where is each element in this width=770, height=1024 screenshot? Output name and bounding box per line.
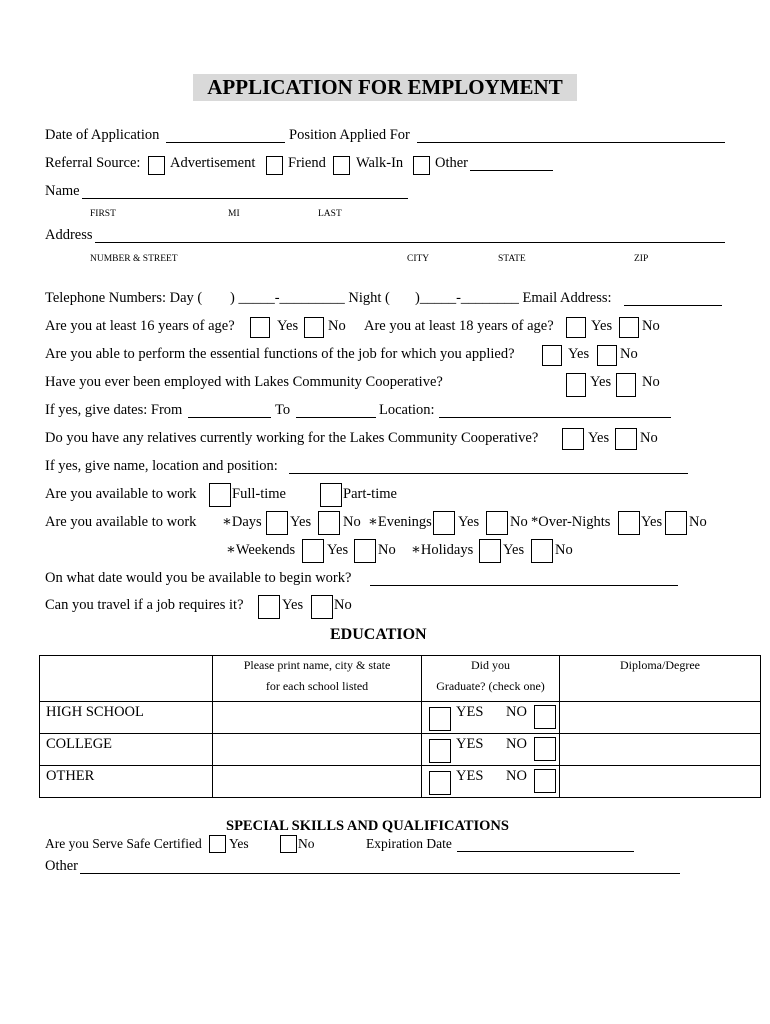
employed-yes-label: Yes (590, 374, 612, 390)
holidays-no-checkbox[interactable] (531, 539, 553, 563)
address-field[interactable] (95, 242, 725, 243)
fulltime-label: Full-time (232, 486, 286, 502)
college-diploma-cell[interactable] (560, 734, 761, 766)
employed-no-checkbox[interactable] (616, 373, 636, 397)
address-label: Address (45, 227, 93, 243)
days-yes-checkbox[interactable] (266, 511, 288, 535)
high-school-diploma-cell[interactable] (560, 702, 761, 734)
walkin-label: Walk-In (356, 155, 404, 171)
referral-label: Referral Source: (45, 155, 141, 171)
parttime-checkbox[interactable] (320, 483, 342, 507)
diploma-column-header: Diploma/Degree (620, 658, 700, 672)
relatives-no-label: No (640, 430, 658, 446)
relatives-detail-field[interactable] (289, 473, 688, 474)
functions-no-checkbox[interactable] (597, 345, 617, 366)
q18-no-checkbox[interactable] (619, 317, 639, 338)
days-no-checkbox[interactable] (318, 511, 340, 535)
overnights-no-label: No (689, 514, 707, 530)
row-label: HIGH SCHOOL (40, 702, 213, 734)
q16-no-checkbox[interactable] (304, 317, 324, 338)
advertisement-checkbox[interactable] (148, 156, 165, 175)
skills-heading: SPECIAL SKILLS AND QUALIFICATIONS (226, 818, 509, 834)
other-school-diploma-cell[interactable] (560, 766, 761, 798)
relatives-detail-label: If yes, give name, location and position: (45, 458, 278, 474)
employed-no-label: No (642, 374, 660, 390)
holidays-yes-checkbox[interactable] (479, 539, 501, 563)
overnights-no-checkbox[interactable] (665, 511, 687, 535)
other-referral-label: Other (435, 155, 469, 171)
functions-label: Are you able to perform the essential functions of the job for which you applied? (45, 346, 515, 362)
q18-yes-checkbox[interactable] (566, 317, 586, 338)
location-label: Location: (379, 402, 435, 418)
servsafe-yes-checkbox[interactable] (209, 835, 226, 853)
friend-checkbox[interactable] (266, 156, 283, 175)
location-field[interactable] (439, 417, 671, 418)
college-yes-checkbox[interactable] (429, 739, 451, 763)
availability-label: Are you available to work (45, 486, 197, 502)
overnights-yes-label: Yes (641, 514, 663, 530)
weekends-yes-checkbox[interactable] (302, 539, 324, 563)
dates-to-label: To (275, 402, 291, 418)
high-school-no-label: NO (506, 704, 527, 720)
education-heading: EDUCATION (330, 626, 427, 643)
overnights-yes-checkbox[interactable] (618, 511, 640, 535)
functions-yes-label: Yes (568, 346, 590, 362)
evenings-yes-checkbox[interactable] (433, 511, 455, 535)
name-field[interactable] (82, 198, 408, 199)
table-row (40, 702, 761, 734)
servsafe-no-checkbox[interactable] (280, 835, 297, 853)
holidays-no-label: No (555, 542, 573, 558)
dates-to-field[interactable] (296, 417, 376, 418)
first-name-caption: FIRST (90, 209, 116, 219)
parttime-label: Part-time (343, 486, 397, 502)
mi-caption: MI (228, 209, 240, 219)
relatives-yes-checkbox[interactable] (562, 428, 584, 450)
position-label: Position Applied For (289, 127, 410, 143)
date-label: Date of Application (45, 127, 160, 143)
expiration-field[interactable] (457, 851, 634, 852)
travel-no-checkbox[interactable] (311, 595, 333, 619)
graduate-column-header-1: Did you (471, 658, 510, 672)
high-school-yes-checkbox[interactable] (429, 707, 451, 731)
servsafe-yes-label: Yes (229, 836, 249, 851)
weekends-label: ∗Weekends (226, 542, 296, 558)
evenings-no-label: No (510, 514, 528, 530)
zip-caption: ZIP (634, 254, 649, 264)
advertisement-label: Advertisement (170, 155, 256, 171)
college-name-cell[interactable] (213, 734, 422, 766)
street-caption: NUMBER & STREET (90, 254, 178, 264)
high-school-yes-label: YES (456, 704, 484, 720)
shifts-label: Are you available to work (45, 514, 197, 530)
other-school-yes-label: YES (456, 768, 484, 784)
holidays-yes-label: Yes (503, 542, 525, 558)
position-field[interactable] (417, 142, 725, 143)
servsafe-no-label: No (298, 836, 315, 851)
other-skills-label: Other (45, 858, 79, 874)
fulltime-checkbox[interactable] (209, 483, 231, 507)
weekends-no-checkbox[interactable] (354, 539, 376, 563)
start-date-field[interactable] (370, 585, 678, 586)
weekends-yes-label: Yes (327, 542, 349, 558)
other-referral-checkbox[interactable] (413, 156, 430, 175)
functions-no-label: No (620, 346, 638, 362)
table-row (40, 734, 761, 766)
functions-yes-checkbox[interactable] (542, 345, 562, 366)
college-no-label: NO (506, 736, 527, 752)
telephone-label: Telephone Numbers: Day ( (45, 290, 203, 306)
expiration-label: Expiration Date (366, 836, 452, 851)
q16-yes-checkbox[interactable] (250, 317, 270, 338)
travel-label: Can you travel if a job requires it? (45, 597, 244, 613)
days-no-label: No (343, 514, 361, 530)
holidays-label: ∗Holidays (411, 542, 474, 558)
relatives-label: Do you have any relatives currently working for the Lakes Community Cooperative? (45, 430, 539, 446)
friend-label: Friend (288, 155, 326, 171)
telephone-day-night: ) _____-_________ Night ( (230, 290, 390, 306)
dates-from-label: If yes, give dates: From (45, 402, 183, 418)
college-no-checkbox[interactable] (534, 737, 556, 761)
q16-no-label: No (328, 318, 346, 334)
education-header-row (40, 656, 761, 702)
date-field[interactable] (166, 142, 285, 143)
other-school-name-cell[interactable] (213, 766, 422, 798)
servsafe-label: Are you Serve Safe Certified (45, 836, 202, 851)
form-title: APPLICATION FOR EMPLOYMENT (193, 74, 577, 101)
last-name-caption: LAST (318, 209, 342, 219)
travel-yes-label: Yes (282, 597, 304, 613)
high-school-no-checkbox[interactable] (534, 705, 556, 729)
row-label: COLLEGE (40, 734, 213, 766)
other-referral-field[interactable] (470, 170, 553, 171)
q18-no-label: No (642, 318, 660, 334)
telephone-night-email: )_____-________ Email Address: (415, 290, 612, 306)
other-school-yes-checkbox[interactable] (429, 771, 451, 795)
weekends-no-label: No (378, 542, 396, 558)
other-skills-field[interactable] (80, 873, 680, 874)
name-label: Name (45, 183, 80, 199)
relatives-no-checkbox[interactable] (615, 428, 637, 450)
travel-yes-checkbox[interactable] (258, 595, 280, 619)
school-column-header-2: for each school listed (265, 679, 369, 693)
days-label: ∗Days (222, 514, 262, 530)
other-school-no-checkbox[interactable] (534, 769, 556, 793)
email-field[interactable] (624, 305, 722, 306)
education-table (39, 655, 761, 798)
row-label: OTHER (40, 766, 213, 798)
days-yes-label: Yes (290, 514, 312, 530)
walkin-checkbox[interactable] (333, 156, 350, 175)
city-caption: CITY (407, 254, 430, 264)
high-school-name-cell[interactable] (213, 702, 422, 734)
dates-from-field[interactable] (188, 417, 271, 418)
q18-label: Are you at least 18 years of age? (364, 318, 554, 334)
relatives-yes-label: Yes (588, 430, 610, 446)
q16-yes-label: Yes (277, 318, 299, 334)
evenings-label: ∗Evenings (368, 514, 432, 530)
q18-yes-label: Yes (591, 318, 613, 334)
graduate-column-header-2: Graduate? (check one) (436, 679, 545, 693)
employed-yes-checkbox[interactable] (566, 373, 586, 397)
school-column-header-1: Please print name, city & state (243, 658, 391, 672)
employed-label: Have you ever been employed with Lakes Community Cooperative? (45, 374, 443, 390)
evenings-yes-label: Yes (458, 514, 480, 530)
travel-no-label: No (334, 597, 352, 613)
evenings-no-checkbox[interactable] (486, 511, 508, 535)
q16-label: Are you at least 16 years of age? (45, 318, 235, 334)
start-date-label: On what date would you be available to begin work? (45, 570, 352, 586)
table-row (40, 766, 761, 798)
state-caption: STATE (498, 254, 526, 264)
other-school-no-label: NO (506, 768, 527, 784)
college-yes-label: YES (456, 736, 484, 752)
overnights-label: *Over-Nights (531, 514, 611, 530)
